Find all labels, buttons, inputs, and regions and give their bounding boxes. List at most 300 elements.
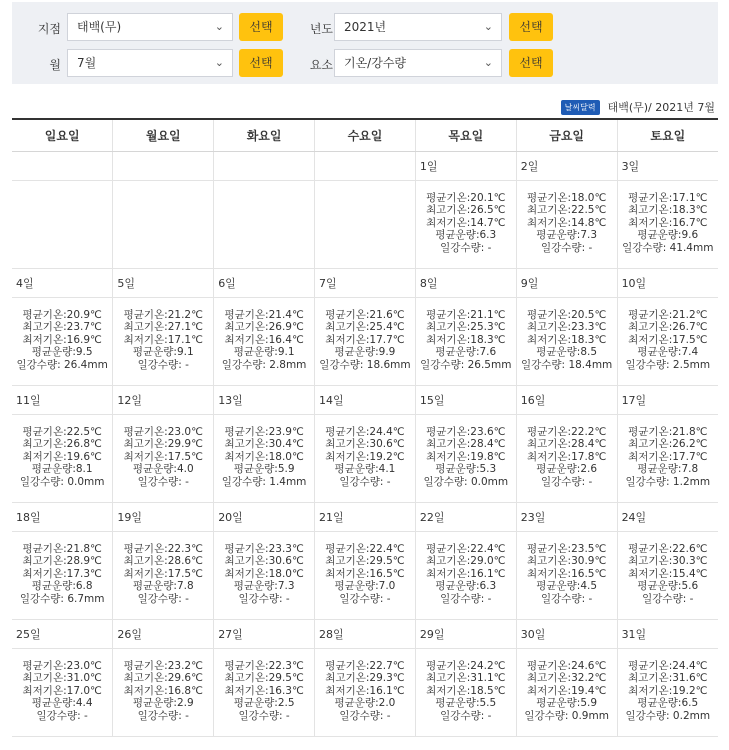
stat-max-value: 25.3℃ (470, 321, 506, 334)
calendar-caption-text: 태백(무)/ 2021년 7월 (607, 101, 715, 114)
stat-min-label: 최저기온: (22, 333, 67, 346)
stat-min-label: 최저기온: (628, 567, 673, 580)
stat-rain (12, 359, 112, 372)
stat-rain (517, 476, 617, 489)
stat-rain-value: - (181, 358, 189, 371)
stat-avg-label: 평균기온: (426, 308, 471, 321)
stat-rain (517, 359, 617, 372)
stat-min-value: 16.9℃ (66, 333, 102, 346)
stat-avg-label: 평균기온: (526, 542, 572, 555)
stat-max-label: 최고기온: (224, 321, 269, 334)
stat-cloud (214, 580, 314, 593)
stat-max-value: 30.3℃ (672, 555, 708, 568)
stat-cloud (315, 697, 415, 710)
stat-max (214, 555, 314, 568)
stat-max (517, 555, 617, 568)
stat-cloud-label: 평균운량: (31, 697, 76, 710)
calendar-date-cell (315, 268, 416, 297)
stat-rain (618, 710, 718, 723)
stat-avg-value: 23.0℃ (66, 659, 102, 672)
stat-max-value: 29.5℃ (369, 555, 405, 568)
stat-min (416, 568, 516, 581)
stat-cloud-label: 평균운량: (233, 463, 278, 476)
stat-rain-label: 일강수량: (625, 709, 670, 722)
calendar-date-cell (12, 385, 113, 414)
stat-min-label: 최저기온: (526, 216, 572, 229)
stat-rain-label: 일강수량: (423, 475, 468, 488)
stat-min-label: 최저기온: (526, 333, 572, 346)
stat-min (315, 685, 415, 698)
calendar-date-cell (214, 619, 315, 648)
stat-cloud (12, 346, 112, 359)
calendar-date-cell (415, 619, 516, 648)
stat-min-label: 최저기온: (224, 684, 269, 697)
calendar-date-row (12, 385, 718, 414)
day-number: 29일 (419, 627, 445, 641)
stat-rain-label: 일강수량: (319, 358, 364, 371)
stat-rain-label: 일강수량: (137, 475, 182, 488)
stat-min (113, 568, 213, 581)
stat-max (315, 672, 415, 685)
stat-min-value: 16.7℃ (672, 216, 708, 229)
stat-rain-value: 0.2mm (669, 709, 711, 722)
stat-rain (113, 593, 213, 606)
stat-avg-label: 평균기온: (426, 542, 471, 555)
stat-cloud-value: 2.0 (378, 697, 396, 710)
calendar-data-cell (113, 297, 214, 385)
stat-max-value: 29.5℃ (268, 672, 304, 685)
stat-avg-value: 17.1℃ (672, 191, 708, 204)
element-select-button[interactable]: 선택 (509, 49, 553, 77)
stat-min-label: 최저기온: (426, 450, 471, 463)
stat-min-value: 16.8℃ (167, 684, 203, 697)
stat-avg-value: 21.4℃ (268, 308, 304, 321)
calendar-date-cell (12, 151, 113, 180)
stat-rain (113, 710, 213, 723)
stat-min-label: 최저기온: (325, 333, 370, 346)
stat-max-value: 26.2℃ (672, 438, 708, 451)
stat-avg-label: 평균기온: (22, 659, 67, 672)
stat-avg (12, 309, 112, 322)
stat-cloud-label: 평균운량: (637, 346, 682, 359)
stat-rain (12, 710, 112, 723)
stat-rain-value: 0.9mm (568, 709, 609, 722)
stat-max-label: 최고기온: (628, 555, 673, 568)
stat-max-value: 31.6℃ (672, 672, 708, 685)
station-select[interactable] (67, 13, 233, 41)
stat-rain-value: - (484, 241, 492, 254)
stat-cloud (113, 580, 213, 593)
stat-min-label: 최저기온: (426, 684, 471, 697)
calendar-data-cell (12, 297, 113, 385)
stat-avg (113, 660, 213, 673)
day-number: 2일 (520, 159, 539, 173)
stat-min-value: 17.3℃ (66, 567, 102, 580)
stat-min-value: 16.1℃ (470, 567, 506, 580)
stat-max (113, 672, 213, 685)
calendar-date-row (12, 151, 718, 180)
stat-rain-value: - (585, 592, 593, 605)
stat-rain (416, 593, 516, 606)
stat-min-value: 18.3℃ (571, 333, 607, 346)
stat-max (416, 204, 516, 217)
stat-avg-label: 평균기온: (325, 659, 370, 672)
stat-rain-label: 일강수량: (520, 358, 566, 371)
stat-min-label: 최저기온: (224, 450, 269, 463)
stat-rain (113, 476, 213, 489)
calendar-data-cell (214, 180, 315, 268)
weekday-header-row (12, 119, 718, 151)
calendar-data-cell (516, 297, 617, 385)
stat-rain-value: 18.6mm (363, 358, 411, 371)
stat-min (517, 568, 617, 581)
stat-rain (517, 710, 617, 723)
calendar-data-cell (617, 531, 718, 619)
stat-max-label: 최고기온: (426, 438, 471, 451)
stat-rain-label: 일강수량: (541, 241, 586, 254)
stat-min-value: 17.7℃ (369, 333, 405, 346)
stat-avg-value: 21.8℃ (66, 542, 102, 555)
calendar-data-cell (315, 531, 416, 619)
stat-cloud-value: 8.5 (580, 346, 598, 359)
calendar-data-cell (12, 180, 113, 268)
stat-max (315, 321, 415, 334)
stat-min-value: 17.8℃ (571, 450, 607, 463)
stat-max-value: 30.6℃ (268, 555, 304, 568)
stat-cloud (517, 346, 617, 359)
stat-cloud (618, 463, 718, 476)
stat-cloud-label: 평균운량: (31, 346, 76, 359)
stat-avg (214, 309, 314, 322)
stat-max-label: 최고기온: (325, 321, 370, 334)
day-number: 4일 (16, 276, 34, 290)
calendar-date-cell (617, 268, 718, 297)
calendar-data-cell (315, 180, 416, 268)
year-select-button[interactable]: 선택 (509, 13, 553, 41)
stat-max (618, 321, 718, 334)
stat-cloud-value: 2.5 (277, 697, 295, 710)
calendar-data-cell (214, 531, 315, 619)
stat-rain-label: 일강수량: (16, 358, 61, 371)
stat-avg (214, 426, 314, 439)
stat-avg-value: 22.4℃ (470, 542, 506, 555)
stat-min-label: 최저기온: (123, 333, 168, 346)
stat-max-value: 26.7℃ (672, 321, 708, 334)
calendar-date-cell (516, 619, 617, 648)
stat-rain (618, 593, 718, 606)
stat-min (113, 334, 213, 347)
stat-max (618, 438, 718, 451)
month-select[interactable] (67, 49, 233, 77)
stat-min (618, 334, 718, 347)
weather-calendar (12, 118, 718, 737)
calendar-date-cell (113, 619, 214, 648)
chevron-down-icon: ⌄ (483, 20, 493, 33)
day-number: 27일 (218, 627, 243, 641)
stat-cloud (315, 580, 415, 593)
stat-avg-label: 평균기온: (224, 659, 269, 672)
stat-avg (618, 309, 718, 322)
stat-min-label: 최저기온: (628, 333, 673, 346)
stat-max (618, 555, 718, 568)
stat-cloud-label: 평균운량: (233, 346, 278, 359)
stat-avg-label: 평균기온: (426, 191, 471, 204)
stat-rain-value: - (585, 475, 593, 488)
day-number: 23일 (520, 510, 546, 524)
stat-max-value: 29.3℃ (369, 672, 405, 685)
stat-max-label: 최고기온: (526, 321, 572, 334)
stat-min-label: 최저기온: (325, 684, 370, 697)
stat-min (12, 334, 112, 347)
stat-cloud (416, 463, 516, 476)
stat-avg (416, 309, 516, 322)
stat-avg (315, 543, 415, 556)
stat-avg-label: 평균기온: (22, 542, 67, 555)
year-select[interactable] (334, 13, 502, 41)
calendar-data-cell (113, 414, 214, 502)
stat-avg-label: 평균기온: (426, 425, 471, 438)
stat-max-label: 최고기온: (224, 672, 269, 685)
calendar-data-cell (617, 180, 718, 268)
stat-max (113, 321, 213, 334)
stat-avg (618, 660, 718, 673)
stat-cloud (618, 346, 718, 359)
calendar-data-cell (617, 297, 718, 385)
stat-cloud-value: 9.5 (75, 346, 93, 359)
stat-cloud-label: 평균운량: (536, 697, 581, 710)
stat-cloud-label: 평균운량: (536, 463, 581, 476)
calendar-data-cell (12, 648, 113, 736)
stat-cloud (12, 580, 112, 593)
stat-cloud-label: 평균운량: (637, 229, 682, 242)
stat-min-label: 최저기온: (22, 567, 67, 580)
stat-rain-label: 일강수량: (137, 709, 182, 722)
stat-avg-label: 평균기온: (628, 659, 673, 672)
stat-max (12, 555, 112, 568)
element-label: 요소 (309, 58, 333, 72)
stat-rain (618, 476, 718, 489)
stat-avg-value: 22.3℃ (167, 542, 203, 555)
stat-rain-value: - (484, 592, 492, 605)
stat-rain-value: 2.8mm (265, 358, 307, 371)
stat-max (618, 672, 718, 685)
weekday-header: 금요일 (516, 119, 617, 151)
calendar-data-row (12, 648, 718, 736)
calendar-data-cell (415, 531, 516, 619)
stat-avg-value: 23.6℃ (470, 425, 506, 438)
stat-min (113, 451, 213, 464)
stat-max-value: 23.3℃ (571, 321, 607, 334)
stat-avg (517, 192, 617, 205)
stat-cloud-value: 8.1 (75, 463, 93, 476)
stat-avg-value: 22.4℃ (369, 542, 405, 555)
stat-min-label: 최저기온: (526, 450, 572, 463)
stat-min (416, 217, 516, 230)
stat-min-value: 18.0℃ (268, 450, 304, 463)
stat-min (214, 685, 314, 698)
stat-avg-label: 평균기온: (526, 659, 572, 672)
stat-cloud-label: 평균운량: (637, 580, 682, 593)
stat-avg-label: 평균기온: (123, 542, 168, 555)
stat-rain-label: 일강수량: (440, 592, 485, 605)
stat-max-value: 26.9℃ (268, 321, 304, 334)
station-label: 지점 (37, 22, 61, 36)
stat-max-value: 27.1℃ (167, 321, 203, 334)
stat-min (618, 451, 718, 464)
calendar-date-cell (617, 385, 718, 414)
day-number: 30일 (520, 627, 546, 641)
stat-cloud-value: 6.3 (479, 580, 497, 593)
stat-avg (214, 543, 314, 556)
chevron-down-icon: ⌄ (214, 56, 224, 69)
element-select[interactable] (334, 49, 502, 77)
calendar-date-cell (214, 151, 315, 180)
stat-cloud-value: 2.9 (176, 697, 194, 710)
stat-avg-value: 24.4℃ (672, 659, 708, 672)
stat-min-value: 16.1℃ (369, 684, 405, 697)
stat-cloud (416, 580, 516, 593)
stat-max (517, 672, 617, 685)
stat-avg (315, 426, 415, 439)
stat-max (113, 555, 213, 568)
stat-max-label: 최고기온: (325, 438, 370, 451)
stat-avg-value: 20.5℃ (571, 308, 607, 321)
stat-avg-label: 평균기온: (224, 425, 269, 438)
stat-cloud-value: 4.0 (176, 463, 194, 476)
calendar-data-cell (113, 180, 214, 268)
stat-avg-value: 20.9℃ (66, 308, 102, 321)
stat-max-value: 29.6℃ (167, 672, 203, 685)
stat-avg-value: 18.0℃ (571, 191, 607, 204)
day-number: 8일 (419, 276, 438, 290)
stat-avg-label: 평균기온: (526, 425, 572, 438)
station-select-button[interactable]: 선택 (239, 13, 283, 41)
stat-rain-value: - (282, 709, 290, 722)
stat-rain-label: 일강수량: (19, 592, 64, 605)
stat-avg (618, 543, 718, 556)
stat-max-value: 28.6℃ (167, 555, 203, 568)
stat-max-label: 최고기온: (123, 321, 168, 334)
stat-cloud (416, 229, 516, 242)
stat-min (315, 334, 415, 347)
stat-max (12, 438, 112, 451)
stat-rain (315, 476, 415, 489)
stat-min (517, 685, 617, 698)
day-number: 1일 (419, 159, 438, 173)
stat-cloud (113, 346, 213, 359)
stat-cloud-value: 7.4 (681, 346, 699, 359)
stat-max-label: 최고기온: (628, 321, 673, 334)
stat-avg (113, 309, 213, 322)
stat-rain (416, 710, 516, 723)
stat-rain (618, 359, 718, 372)
stat-max-value: 22.5℃ (571, 204, 607, 217)
day-number: 11일 (16, 393, 41, 407)
stat-rain-value: - (80, 709, 88, 722)
stat-rain-label: 일강수량: (221, 358, 266, 371)
stat-avg (12, 426, 112, 439)
year-label: 년도 (309, 22, 333, 36)
calendar-data-cell (516, 648, 617, 736)
stat-avg (315, 660, 415, 673)
calendar-date-cell (315, 502, 416, 531)
stat-avg (416, 660, 516, 673)
stat-max-label: 최고기온: (526, 555, 572, 568)
stat-min-label: 최저기온: (123, 567, 168, 580)
stat-min-value: 17.5℃ (672, 333, 708, 346)
stat-max-label: 최고기온: (123, 438, 168, 451)
stat-max-label: 최고기온: (22, 672, 67, 685)
calendar-date-cell (516, 385, 617, 414)
calendar-caption (561, 99, 715, 115)
stat-cloud (416, 697, 516, 710)
stat-cloud-label: 평균운량: (31, 580, 76, 593)
stat-min-value: 16.4℃ (268, 333, 304, 346)
stat-rain-value: 26.5mm (464, 358, 512, 371)
day-number: 15일 (419, 393, 445, 407)
stat-cloud (214, 463, 314, 476)
stat-avg-value: 24.2℃ (470, 659, 506, 672)
stat-rain-label: 일강수량: (137, 358, 182, 371)
stat-max-label: 최고기온: (526, 438, 572, 451)
month-select-button[interactable]: 선택 (239, 49, 283, 77)
stat-cloud-label: 평균운량: (536, 580, 581, 593)
day-number: 19일 (117, 510, 142, 524)
stat-cloud (113, 463, 213, 476)
stat-max-value: 29.0℃ (470, 555, 506, 568)
stat-cloud-value: 5.3 (479, 463, 497, 476)
calendar-date-row (12, 502, 718, 531)
stat-avg-label: 평균기온: (224, 542, 269, 555)
day-number: 25일 (16, 627, 41, 641)
stat-max-label: 최고기온: (526, 204, 572, 217)
calendar-date-cell (617, 619, 718, 648)
stat-avg (113, 426, 213, 439)
weekday-header: 수요일 (315, 119, 416, 151)
chevron-down-icon: ⌄ (214, 20, 224, 33)
stat-cloud-label: 평균운량: (435, 463, 480, 476)
stat-cloud (517, 463, 617, 476)
stat-avg (618, 192, 718, 205)
stat-max-label: 최고기온: (526, 672, 572, 685)
stat-min-label: 최저기온: (426, 216, 471, 229)
stat-rain-value: - (383, 709, 391, 722)
stat-rain (416, 242, 516, 255)
stat-max (214, 672, 314, 685)
stat-avg-value: 21.8℃ (672, 425, 708, 438)
stat-cloud-value: 6.3 (479, 229, 497, 242)
stat-avg-value: 22.3℃ (268, 659, 304, 672)
stat-avg-value: 23.9℃ (268, 425, 304, 438)
stat-avg-label: 평균기온: (123, 659, 168, 672)
calendar-data-cell (315, 297, 416, 385)
stat-min-value: 14.7℃ (470, 216, 506, 229)
stat-max-label: 최고기온: (628, 672, 673, 685)
day-number: 12일 (117, 393, 142, 407)
stat-avg-label: 평균기온: (22, 308, 67, 321)
station-select-value: 태백(무) (77, 20, 122, 34)
stat-min (12, 568, 112, 581)
stat-rain-value: - (686, 592, 694, 605)
day-number: 24일 (621, 510, 647, 524)
stat-cloud-value: 6.8 (75, 580, 93, 593)
stat-max (416, 555, 516, 568)
stat-cloud-value: 5.6 (681, 580, 699, 593)
stat-cloud (315, 463, 415, 476)
day-number: 16일 (520, 393, 546, 407)
stat-avg-value: 21.6℃ (369, 308, 405, 321)
calendar-date-cell (415, 268, 516, 297)
